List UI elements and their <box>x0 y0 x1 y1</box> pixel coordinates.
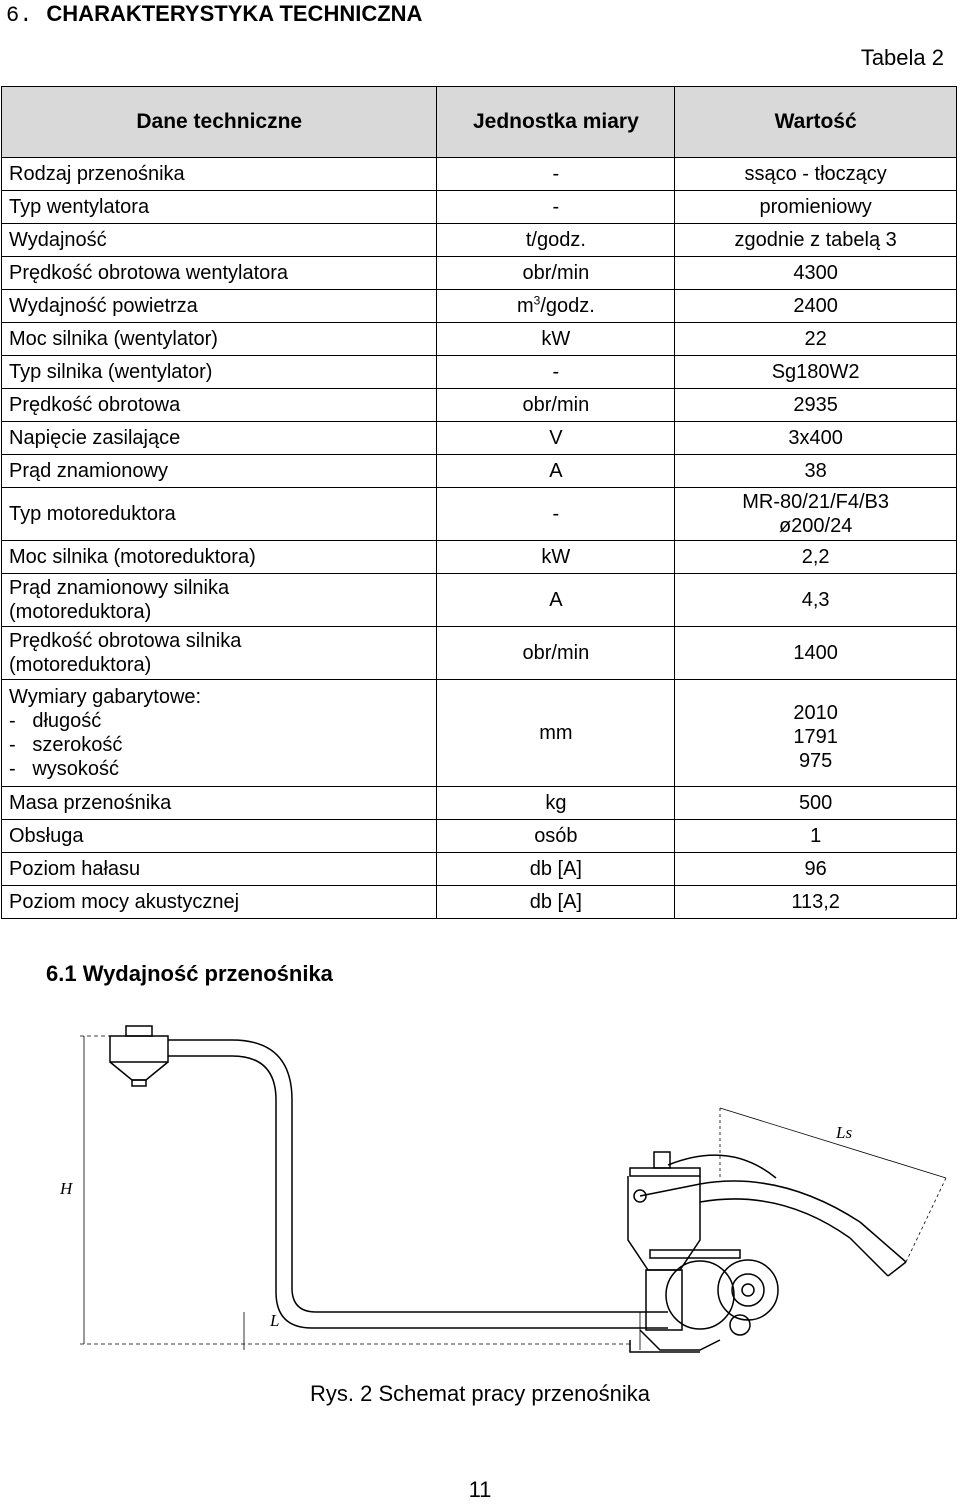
table-row <box>2 820 957 853</box>
row-unit: osób <box>437 820 675 853</box>
table-row <box>2 574 957 627</box>
unit-base: m <box>516 295 534 317</box>
row-name: Wydajność powietrza <box>2 290 437 323</box>
table-row <box>2 886 957 919</box>
row-name: Typ wentylatora <box>2 191 437 224</box>
row-unit: A <box>437 455 675 488</box>
row-name: Poziom mocy akustycznej <box>2 886 437 919</box>
row-name: Prędkość obrotowa wentylatora <box>2 257 437 290</box>
row-unit: kg <box>437 787 675 820</box>
row-unit: kW <box>437 323 675 356</box>
row-name: Rodzaj przenośnika <box>2 158 437 191</box>
table-row <box>2 224 957 257</box>
row-unit: - <box>437 488 675 541</box>
row-value <box>675 680 957 787</box>
name-line: Prędkość obrotowa silnika <box>9 630 242 652</box>
table-header-row <box>2 87 957 158</box>
table-row <box>2 191 957 224</box>
row-name: Typ silnika (wentylator) <box>2 356 437 389</box>
row-name: Masa przenośnika <box>2 787 437 820</box>
table-row <box>2 455 957 488</box>
subsection-title: 6.1 Wydajność przenośnika <box>46 961 333 986</box>
height-label: H <box>60 1179 73 1198</box>
value-line: MR-80/21/F4/B3 <box>742 491 889 513</box>
row-unit: V <box>437 422 675 455</box>
row-unit: kW <box>437 541 675 574</box>
row-value: 3x400 <box>675 422 957 455</box>
row-unit: obr/min <box>437 627 675 680</box>
length-label: L <box>270 1311 280 1330</box>
dimension-value: 975 <box>798 750 833 772</box>
row-unit <box>437 290 675 323</box>
header-unit: Jednostka miary <box>437 87 675 158</box>
row-unit: obr/min <box>437 257 675 290</box>
table-row <box>2 680 957 787</box>
table-row <box>2 488 957 541</box>
table-row <box>2 257 957 290</box>
row-unit: - <box>437 191 675 224</box>
row-value: ssąco - tłoczący <box>675 158 957 191</box>
table-row <box>2 356 957 389</box>
name-line: (motoreduktora) <box>9 654 152 676</box>
row-unit: A <box>437 574 675 627</box>
row-value: 1 <box>675 820 957 853</box>
figure-caption: Rys. 2 Schemat pracy przenośnika <box>310 1381 650 1406</box>
row-unit: - <box>437 356 675 389</box>
name-line: Prąd znamionowy silnika <box>9 577 230 599</box>
heading-title: CHARAKTERYSTYKA TECHNICZNA <box>46 1 423 26</box>
technical-data-table <box>1 86 957 919</box>
row-name: Napięcie zasilające <box>2 422 437 455</box>
table-row <box>2 853 957 886</box>
table-row <box>2 541 957 574</box>
unit-superscript: 3 <box>533 293 541 308</box>
row-name: Poziom hałasu <box>2 853 437 886</box>
row-value: promieniowy <box>675 191 957 224</box>
row-value: 1400 <box>675 627 957 680</box>
dimension-value: 2010 <box>793 702 838 724</box>
table-row <box>2 389 957 422</box>
dimension-lines <box>80 1036 946 1350</box>
row-unit: db [A] <box>437 886 675 919</box>
row-value: Sg180W2 <box>675 356 957 389</box>
row-unit: obr/min <box>437 389 675 422</box>
row-value: zgodnie z tabelą 3 <box>675 224 957 257</box>
table-row <box>2 627 957 680</box>
name-line: Wymiary gabarytowe: <box>9 686 202 708</box>
row-name <box>2 627 437 680</box>
dimension-item: - długość <box>9 710 102 732</box>
row-name: Moc silnika (motoreduktora) <box>2 541 437 574</box>
row-value: 4,3 <box>675 574 957 627</box>
row-name: Wydajność <box>2 224 437 257</box>
row-value: 38 <box>675 455 957 488</box>
section-heading <box>6 0 422 30</box>
name-line: (motoreduktora) <box>9 601 152 623</box>
row-name: Typ motoreduktora <box>2 488 437 541</box>
row-name: Prąd znamionowy <box>2 455 437 488</box>
transport-pipe <box>232 1040 668 1312</box>
row-name: Prędkość obrotowa <box>2 389 437 422</box>
row-value: 22 <box>675 323 957 356</box>
row-value: 113,2 <box>675 886 957 919</box>
dimension-item: - wysokość <box>9 758 120 780</box>
row-value: 2,2 <box>675 541 957 574</box>
row-value: 500 <box>675 787 957 820</box>
row-value: 2400 <box>675 290 957 323</box>
header-value: Wartość <box>675 87 957 158</box>
page-number: 11 <box>468 1477 492 1502</box>
dimension-value: 1791 <box>793 726 838 748</box>
row-name: Obsługa <box>2 820 437 853</box>
discharge-length-label: Ls <box>836 1123 853 1142</box>
table-row <box>2 290 957 323</box>
row-value: 4300 <box>675 257 957 290</box>
transport-pipe-inner <box>232 1056 668 1328</box>
row-value: 96 <box>675 853 957 886</box>
row-unit: t/godz. <box>437 224 675 257</box>
heading-number: 6. <box>6 3 33 28</box>
table-row <box>2 787 957 820</box>
table-caption: Tabela 2 <box>860 45 944 70</box>
table-row <box>2 158 957 191</box>
row-name <box>2 574 437 627</box>
table-row <box>2 323 957 356</box>
conveyor-machine <box>628 1152 906 1352</box>
table-row <box>2 422 957 455</box>
row-name <box>2 680 437 787</box>
conveyor-diagram <box>0 1000 960 1380</box>
row-unit: - <box>437 158 675 191</box>
unit-rest: /godz. <box>540 295 595 317</box>
header-technical-data: Dane techniczne <box>2 87 437 158</box>
row-name: Moc silnika (wentylator) <box>2 323 437 356</box>
row-value <box>675 488 957 541</box>
value-line: ø200/24 <box>778 515 853 537</box>
row-unit: mm <box>437 680 675 787</box>
dimension-item: - szerokość <box>9 734 123 756</box>
top-cyclone-icon <box>110 1026 232 1086</box>
row-unit: db [A] <box>437 853 675 886</box>
row-value: 2935 <box>675 389 957 422</box>
